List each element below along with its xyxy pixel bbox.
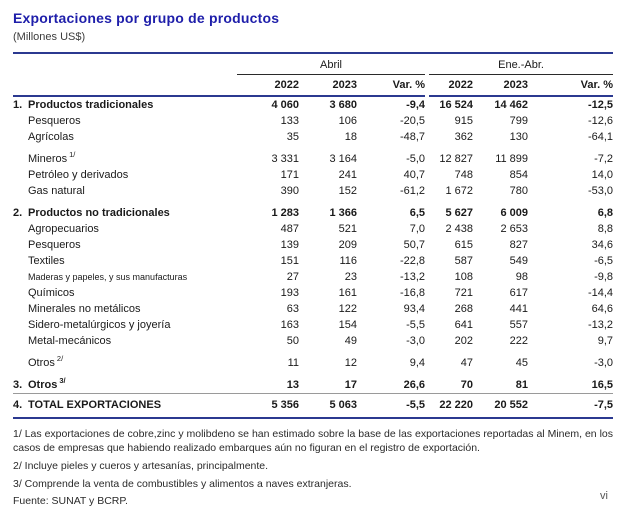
cell-value: 50 [286,335,299,347]
row-label: TOTAL EXPORTACIONES [28,399,162,411]
page-number: vi [600,490,608,502]
row-label: Mineros [28,153,68,165]
cell-value: 390 [280,185,299,197]
cell-value: 14,0 [591,169,614,181]
row-label-cell [13,371,237,394]
cell-value: 108 [454,271,474,283]
row-label: Pesqueros [28,239,81,251]
col-header-eneabr-2022: 2022 [429,75,473,97]
row-label-cell [13,253,237,269]
cell-value: 106 [338,115,357,127]
cell-value: 441 [509,303,529,315]
cell-value: 780 [509,185,529,197]
cell-value: -3,0 [594,357,614,369]
label-column-header [13,75,237,97]
cell-value: 827 [509,239,529,251]
cell-value: 49 [344,335,357,347]
footnote-marker: 3/ [59,376,66,386]
cell-value: 18 [344,131,357,143]
cell-value: -13,2 [399,271,426,283]
cell-value: 171 [280,169,299,181]
table-row [13,145,613,167]
row-label: Maderas y papeles, y sus manufacturas [28,272,188,282]
table-row [13,301,613,317]
row-label-cell [13,349,237,371]
col-header-eneabr-2023: 2023 [473,75,528,97]
cell-value: 5 627 [445,207,474,219]
cell-value: 47 [460,357,474,369]
footnote-marker: 2/ [56,354,64,364]
cell-value: 5 356 [237,394,299,419]
row-label-cell [13,145,237,167]
exports-table [13,52,613,419]
cell-value: 2 653 [500,223,529,235]
cell-value: -3,0 [406,335,426,347]
cell-value: 202 [454,335,474,347]
row-number: 4. [13,399,23,411]
cell-value: 98 [515,271,529,283]
cell-value: 50,7 [403,239,426,251]
row-label-cell [13,167,237,183]
cell-value: 3 164 [329,153,357,165]
footnotes [13,427,613,491]
year-header-row [13,75,613,97]
col-header-eneabr-var: Var. % [528,75,613,97]
row-label-cell [13,333,237,349]
row-label: Pesqueros [28,115,81,127]
table-row [13,221,613,237]
cell-value: 14 462 [494,99,529,111]
cell-value: -64,1 [587,131,614,143]
cell-value: 3 331 [271,153,299,165]
row-label: Sidero-metalúrgicos y joyería [28,319,171,331]
cell-value: 70 [460,379,474,391]
cell-value: 241 [338,169,357,181]
row-label-cell [13,269,237,285]
row-label-cell [13,129,237,145]
cell-value: 12 [344,357,357,369]
cell-value: -13,2 [587,319,614,331]
table-row [13,96,613,113]
row-label-cell [13,317,237,333]
cell-value: -6,5 [594,255,614,267]
cell-value: 222 [509,335,529,347]
cell-value: 6,8 [597,207,614,219]
cell-value: 854 [509,169,529,181]
cell-value: 557 [509,319,529,331]
row-label-cell [13,301,237,317]
table-row [13,269,613,285]
table-row [13,317,613,333]
cell-value: -5,0 [406,153,426,165]
footnote-2: 2/ Incluye pieles y cueros y artesanías, principalmente. [13,460,269,472]
cell-value: 35 [286,131,299,143]
cell-value: -12,6 [587,115,614,127]
cell-value: 13 [286,379,299,391]
row-label: Agropecuarios [28,223,99,235]
cell-value: 26,6 [403,379,426,391]
row-label: Metal-mecánicos [28,335,112,347]
cell-value: -20,5 [399,115,426,127]
cell-value: 549 [509,255,529,267]
col-header-abril-var: Var. % [357,75,425,97]
cell-value: -48,7 [399,131,426,143]
cell-value: 17 [344,379,357,391]
cell-value: -14,4 [587,287,614,299]
cell-value: -12,5 [587,99,614,111]
table-row [13,237,613,253]
cell-value: 268 [454,303,474,315]
cell-value: 3 680 [329,99,357,111]
label-column-header [13,53,237,75]
cell-value: -9,4 [406,99,426,111]
cell-value: 641 [454,319,474,331]
row-label: Otros [28,357,55,369]
table-row [13,371,613,394]
cell-value: -7,2 [594,153,614,165]
cell-value: 721 [454,287,474,299]
table-row [13,285,613,301]
table-row [13,113,613,129]
footnote-3: 3/ Comprende la venta de combustibles y alimentos a naves extranjeras. [13,478,352,490]
cell-value: 34,6 [591,239,614,251]
cell-value: 6,5 [409,207,426,219]
row-label: Agrícolas [28,131,74,143]
cell-value: 2 438 [445,223,474,235]
cell-value: 11 [287,357,299,369]
cell-value: 362 [454,131,474,143]
row-label: Petróleo y derivados [28,169,129,181]
cell-value: 122 [338,303,357,315]
group-header-row [13,53,613,75]
table-row [13,129,613,145]
cell-value: 11 899 [495,153,529,165]
table-row [13,349,613,371]
row-number: 1. [13,99,23,111]
cell-value: 23 [344,271,357,283]
row-number: 3. [13,379,23,391]
cell-value: 81 [515,379,529,391]
cell-value: 193 [280,287,299,299]
row-label-cell [13,237,237,253]
table-row [13,167,613,183]
cell-value: 20 552 [473,394,528,419]
row-label-cell [13,183,237,199]
cell-value: 799 [509,115,529,127]
cell-value: 16,5 [591,379,614,391]
row-label: Productos no tradicionales [28,207,170,219]
cell-value: 521 [338,223,357,235]
row-label-cell [13,394,237,419]
row-label: Textiles [28,255,65,267]
cell-value: 45 [515,357,529,369]
row-label-cell [13,221,237,237]
table-row [13,199,613,221]
cell-value: 133 [280,115,299,127]
cell-value: 27 [286,271,299,283]
cell-value: 22 220 [429,394,473,419]
cell-value: 7,0 [409,223,426,235]
cell-value: 9,4 [409,357,426,369]
cell-value: 209 [338,239,357,251]
cell-value: 915 [454,115,474,127]
cell-value: -53,0 [587,185,614,197]
table-row [13,333,613,349]
cell-value: -5,5 [406,319,426,331]
cell-value: 617 [509,287,529,299]
cell-value: 16 524 [439,99,474,111]
cell-value: 487 [280,223,299,235]
row-number: 2. [13,207,23,219]
cell-value: 40,7 [403,169,426,181]
cell-value: 64,6 [591,303,614,315]
cell-value: -22,8 [399,255,426,267]
cell-value: -5,5 [357,394,425,419]
cell-value: -9,8 [594,271,614,283]
cell-value: 116 [339,255,357,267]
row-label-cell [13,113,237,129]
cell-value: 12 827 [439,153,474,165]
row-label: Químicos [28,287,75,299]
cell-value: 748 [454,169,474,181]
page-title: Exportaciones por grupo de productos [13,10,280,26]
col-header-abril-2023: 2023 [299,75,357,97]
table-row [13,183,613,199]
table-row [13,394,613,419]
cell-value: -7,5 [528,394,613,419]
row-label: Minerales no metálicos [28,303,141,315]
cell-value: -16,8 [399,287,426,299]
row-label: Productos tradicionales [28,99,154,111]
cell-value: 615 [454,239,474,251]
row-label-cell [13,285,237,301]
cell-value: 161 [338,287,357,299]
cell-value: 1 672 [445,185,474,197]
cell-value: 139 [280,239,299,251]
col-header-abril-2022: 2022 [237,75,299,97]
cell-value: 5 063 [299,394,357,419]
cell-value: 1 366 [329,207,357,219]
table-body [13,96,613,418]
cell-value: 163 [280,319,299,331]
row-label-cell [13,199,237,221]
cell-value: 4 060 [271,99,299,111]
units-label: (Millones US$) [13,31,86,43]
cell-value: 6 009 [500,207,529,219]
row-label: Otros [28,379,58,391]
source-label: Fuente: SUNAT y BCRP. [13,495,128,507]
table-row [13,253,613,269]
cell-value: 63 [286,303,299,315]
cell-value: 93,4 [403,303,426,315]
cell-value: 9,7 [597,335,614,347]
row-label-cell [13,96,237,113]
cell-value: 151 [280,255,299,267]
column-group-abril: Abril [237,53,425,75]
cell-value: 152 [338,185,357,197]
cell-value: 130 [509,131,529,143]
column-group-ene-abr: Ene.-Abr. [429,53,613,75]
cell-value: 1 283 [271,207,299,219]
cell-value: 8,8 [597,223,614,235]
cell-value: -61,2 [399,185,426,197]
row-label: Gas natural [28,185,85,197]
cell-value: 587 [454,255,474,267]
footnote-marker: 1/ [69,150,76,160]
footnote-1: 1/ Las exportaciones de cobre,zinc y molibdeno se han estimado sobre la base de las exportaciones reportadas al Minem, en los casos de empresas que habiendo realizado embarques aún no figuran en el registro de exportación. [13,428,613,454]
cell-value: 154 [338,319,357,331]
